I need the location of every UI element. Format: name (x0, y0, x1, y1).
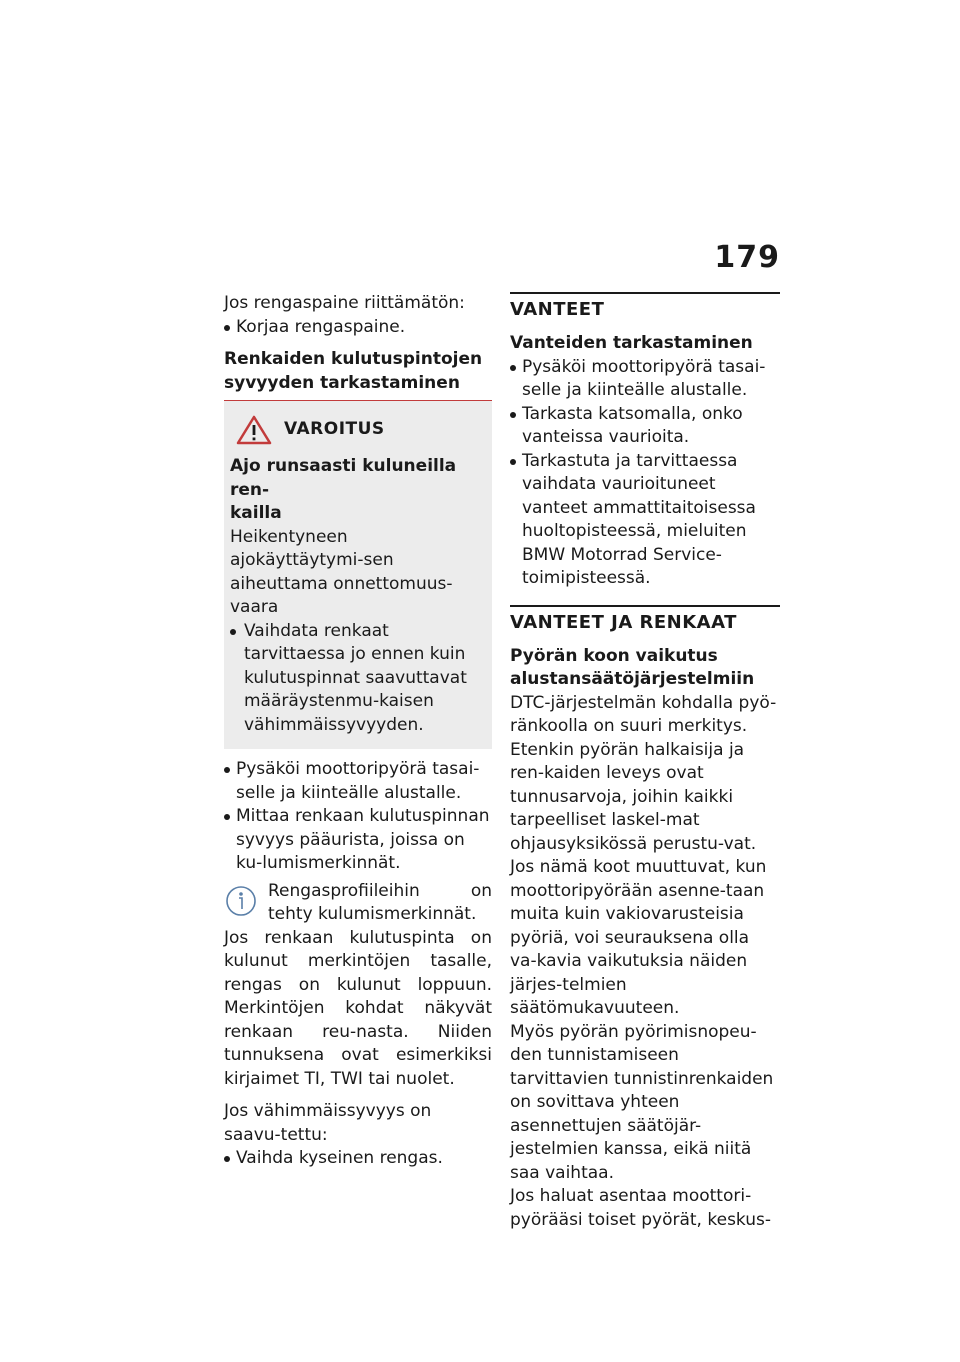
measure-bullets (224, 758, 492, 876)
page-number: 179 (714, 240, 780, 275)
warning-text: Heikentyneen ajokäyttäytymi-sen aiheuttama onnettomuus-vaara (230, 526, 453, 617)
min-depth-line: Jos vähimmäissyvyys on saavu-tettu: (224, 1101, 432, 1145)
info-first-text: Rengasprofiileihin on tehty kulumismerkinnät. (268, 880, 492, 924)
left-column (224, 292, 492, 1171)
warning-bullets (230, 620, 486, 738)
warning-header (236, 415, 486, 445)
warning-bold-line: Ajo runsaasti kuluneilla ren- (230, 456, 457, 500)
intro-bullets (224, 316, 492, 340)
section-title: VANTEET (510, 299, 605, 320)
intro-line: Jos rengaspaine riittämätön: (224, 293, 465, 313)
list-item: Korjaa rengaspaine. (224, 316, 492, 340)
min-depth-bullets (224, 1147, 492, 1171)
info-text: Jos renkaan kulutuspinta on kulunut merkintöjen tasalle, rengas on kulunut loppuun. Merkintöjen kohdat näkyvät renkaan reu-nasta. Niiden tunnuksena ovat esimerkiksi kirjaimet TI, TWI tai nuolet. (224, 927, 492, 1089)
list-item: Vaihda kyseinen rengas. (224, 1147, 492, 1171)
tread-heading (224, 348, 492, 401)
warning-box (224, 401, 492, 749)
rim-check-bullets (510, 356, 780, 591)
list-item: Tarkasta katsomalla, onko vanteissa vaurioita. (510, 403, 780, 450)
section-rims (510, 292, 780, 323)
subsection-title: alustansäätöjärjestelmiin (510, 669, 755, 689)
section-title: VANTEET JA RENKAAT (510, 611, 737, 633)
list-item: Pysäköi moottoripyörä tasai-selle ja kiinteälle alustalle. (224, 758, 492, 805)
body-paragraph: DTC-järjestelmän kohdalla pyö-ränkoolla on suuri merkitys. Etenkin pyörän halkaisija ja ren-kaiden leveys ovat tunnusarvoja, joihin kaikki tarpeelliset laskel-mat ohjausyksikössä perustu-vat. Jos nämä koot muuttuvat, kun moottoripyörään asenne-taan muita kuin vakiovarusteisia pyöriä, voi seurauksena olla va-kavia vaikutuksia näiden järjes-telmien säätömukavuuteen. (510, 692, 777, 1018)
warning-title: VAROITUS (284, 419, 385, 440)
list-item: Pysäköi moottoripyörä tasai-selle ja kiinteälle alustalle. (510, 356, 780, 403)
heading-line: syvyyden tarkastaminen (224, 372, 460, 393)
body-paragraph: Myös pyörän pyörimisnopeu-den tunnistamiseen tarvittavien tunnistinrenkaiden on sovittava yhteen asennettujen säätöjär-jestelmien kanssa, eikä niitä saa vaihtaa. (510, 1021, 774, 1183)
list-item: Mittaa renkaan kulutuspinnan syvyys pääurista, joissa on ku-lumismerkinnät. (224, 805, 492, 876)
info-icon (224, 884, 258, 918)
body-paragraph: Jos haluat asentaa moottori-pyörääsi toiset pyörät, keskus- (510, 1186, 772, 1230)
subsection-title: Vanteiden tarkastaminen (510, 333, 753, 353)
warning-bold-line: kailla (230, 503, 282, 523)
info-note (224, 880, 492, 1092)
list-item: Vaihdata renkaat tarvittaessa jo ennen kuin kulutuspinnat saavuttavat määräystenmu-kaisen vähimmäissyvyyden. (230, 620, 486, 738)
heading-line: Renkaiden kulutuspintojen (224, 349, 483, 369)
right-column (510, 292, 780, 1232)
section-rims-tyres (510, 605, 780, 636)
list-item: Tarkastuta ja tarvittaessa vaihdata vaurioituneet vanteet ammattitaitoisessa huoltopisteessä, mieluiten BMW Motorrad Service-toimipisteessä. (510, 450, 780, 591)
warning-triangle-icon (236, 415, 272, 445)
subsection-title: Pyörän koon vaikutus (510, 645, 718, 666)
